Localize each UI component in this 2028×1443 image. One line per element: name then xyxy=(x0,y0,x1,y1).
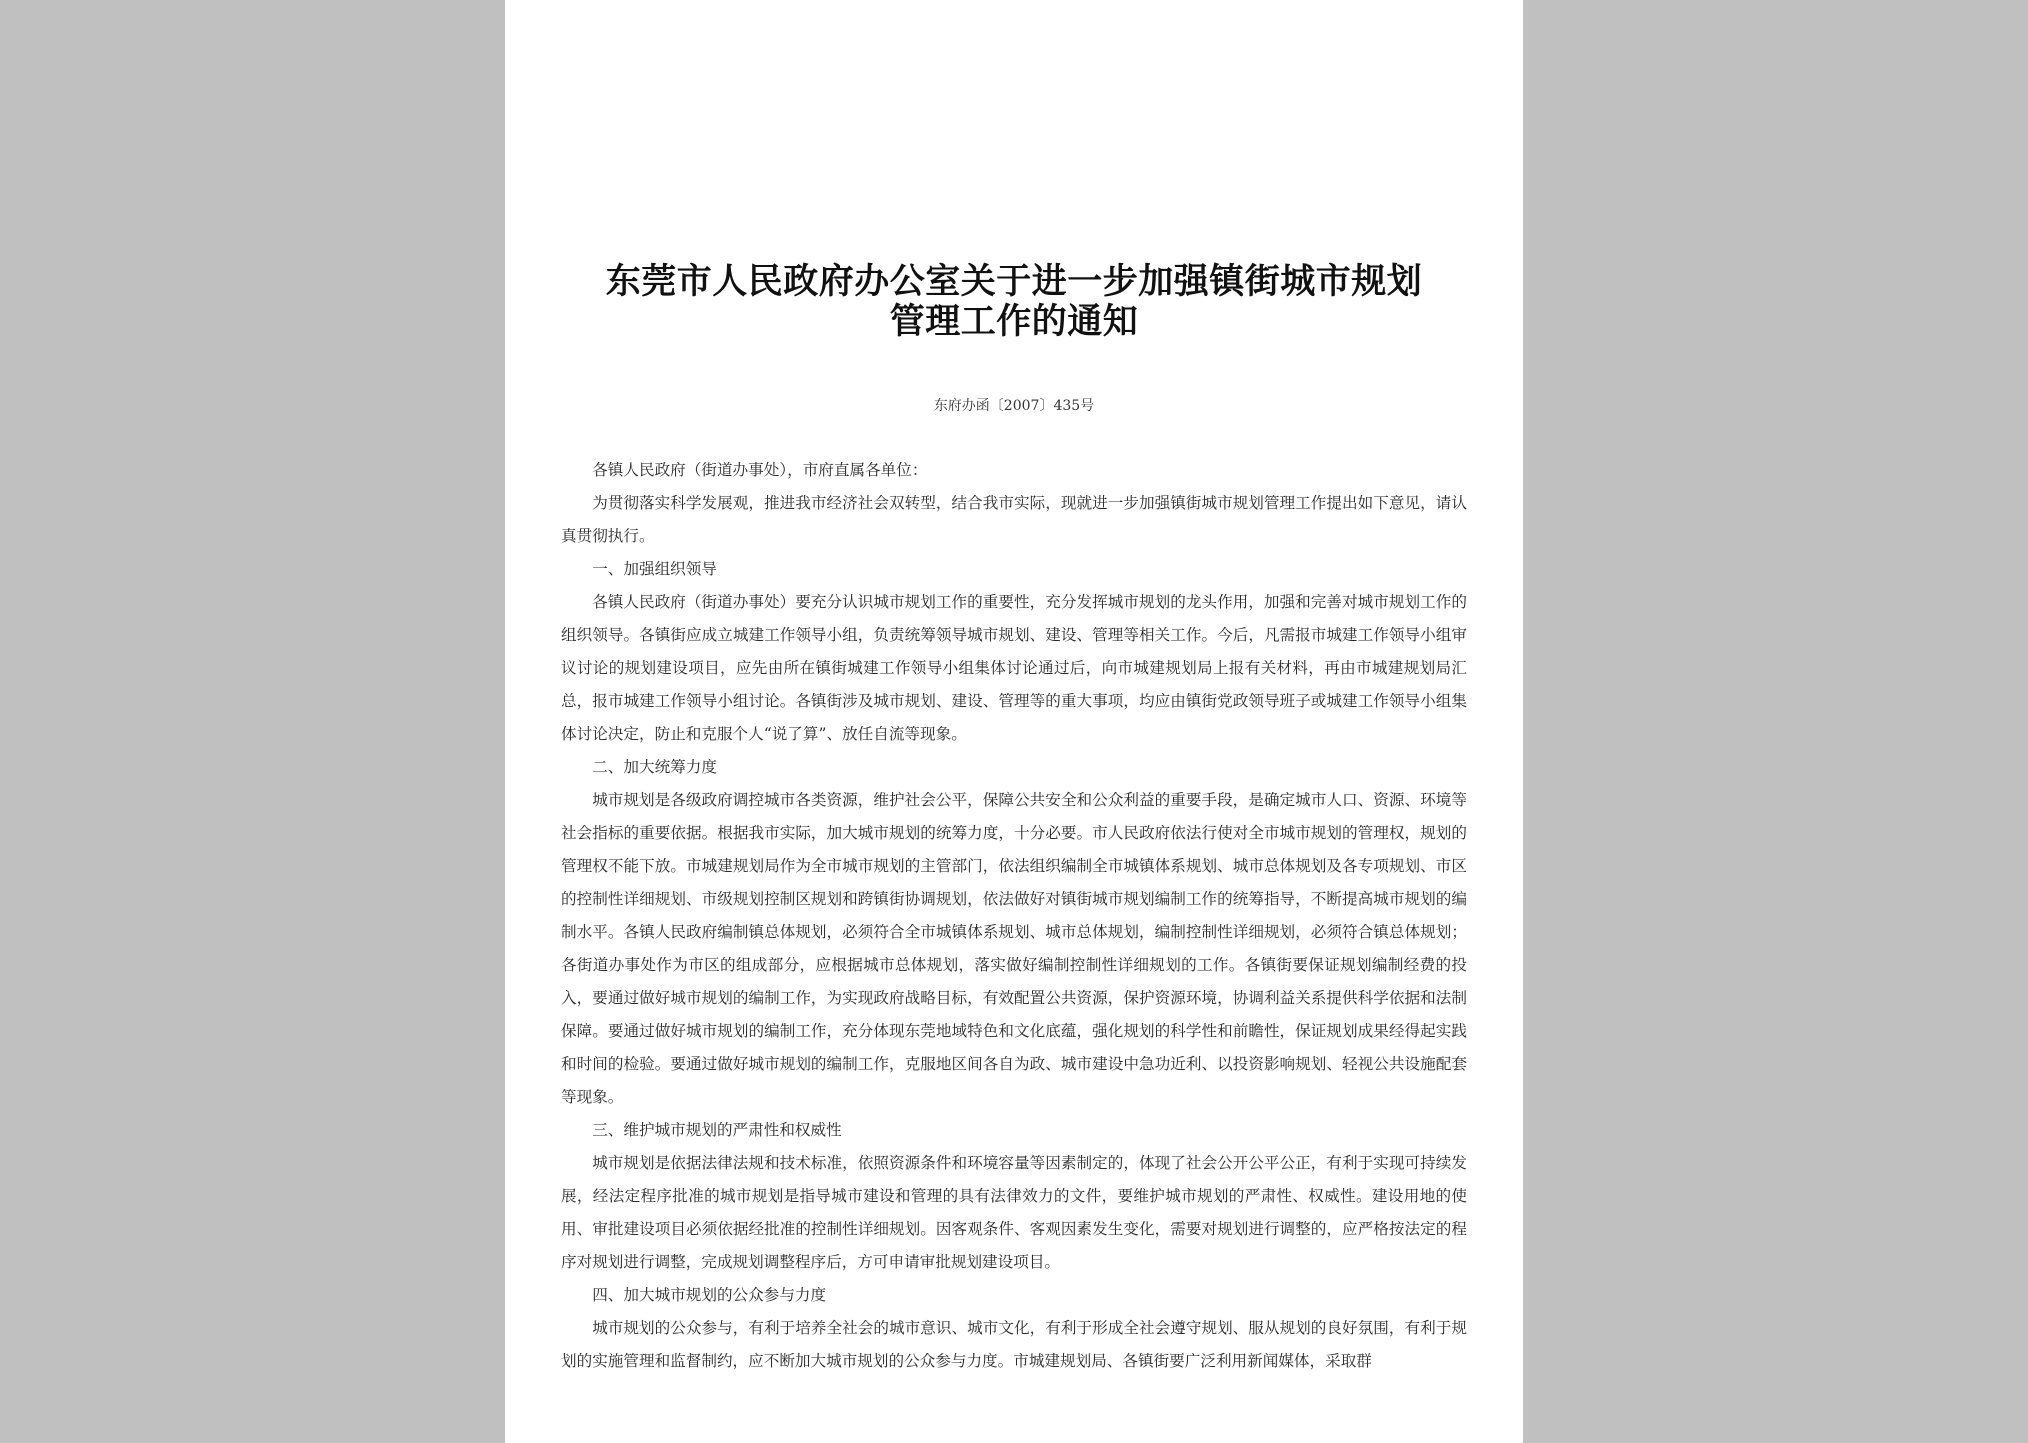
title-line-2: 管理工作的通知 xyxy=(889,301,1139,342)
document-page xyxy=(505,0,1523,1443)
document-title xyxy=(561,262,1467,342)
intro-paragraph: 为贯彻落实科学发展观，推进我市经济社会双转型，结合我市实际，现就进一步加强镇街城市规划管理工作提出如下意见，请认真贯彻执行。 xyxy=(561,494,1467,545)
section-1-paragraph: 各镇人民政府（街道办事处）要充分认识城市规划工作的重要性，充分发挥城市规划的龙头作用，加强和完善对城市规划工作的组织领导。各镇街应成立城建工作领导小组，负责统筹领导城市规划、建设、管理等相关工作。今后，凡需报市城建工作领导小组审议讨论的规划建设项目，应先由所在镇街城建工作领导小组集体讨论通过后，向市城建规划局上报有关材料，再由市城建规划局汇总，报市城建工作领导小组讨论。各镇街涉及城市规划、建设、管理等的重大事项，均应由镇街党政领导班子或城建工作领导小组集体讨论决定，防止和克服个人“说了算”、放任自流等现象。 xyxy=(561,593,1467,743)
section-2-paragraph: 城市规划是各级政府调控城市各类资源，维护社会公平，保障公共安全和公众利益的重要手段，是确定城市人口、资源、环境等社会指标的重要依据。根据我市实际，加大城市规划的统筹力度，十分必要。市人民政府依法行使对全市城市规划的管理权，规划的管理权不能下放。市城建规划局作为全市城市规划的主管部门，依法组织编制全市城镇体系规划、城市总体规划及各专项规划、市区的控制性详细规划、市级规划控制区规划和跨镇街协调规划，依法做好对镇街城市规划编制工作的统筹指导，不断提高城市规划的编制水平。各镇人民政府编制镇总体规划，必须符合全市城镇体系规划、城市总体规划，编制控制性详细规划，必须符合镇总体规划；各街道办事处作为市区的组成部分，应根据城市总体规划，落实做好编制控制性详细规划的工作。各镇街要保证规划编制经费的投入，要通过做好城市规划的编制工作，为实现政府战略目标，有效配置公共资源，保护资源环境，协调利益关系提供科学依据和法制保障。要通过做好城市规划的编制工作，充分体现东莞地域特色和文化底蕴，强化规划的科学性和前瞻性，保证规划成果经得起实践和时间的检验。要通过做好城市规划的编制工作，克服地区间各自为政、城市建设中急功近利、以投资影响规划、轻视公共设施配套等现象。 xyxy=(561,791,1467,1106)
section-4-heading: 四、加大城市规划的公众参与力度 xyxy=(592,1286,827,1304)
section-1-heading: 一、加强组织领导 xyxy=(592,560,717,578)
salutation: 各镇人民政府（街道办事处），市府直属各单位： xyxy=(592,461,928,479)
section-3-heading: 三、维护城市规划的严肃性和权威性 xyxy=(592,1121,842,1139)
document-number: 东府办函〔2007〕435号 xyxy=(933,398,1095,414)
section-4-paragraph: 城市规划的公众参与，有利于培养全社会的城市意识、城市文化，有利于形成全社会遵守规划、服从规划的良好氛围，有利于规划的实施管理和监督制约，应不断加大城市规划的公众参与力度。市城建规划局、各镇街要广泛利用新闻媒体，采取群 xyxy=(561,1319,1467,1370)
title-line-1: 东莞市人民政府办公室关于进一步加强镇街城市规划 xyxy=(605,261,1423,302)
section-3-paragraph: 城市规划是依据法律法规和技术标准，依照资源条件和环境容量等因素制定的，体现了社会公开公平公正，有利于实现可持续发展，经法定程序批准的城市规划是指导城市建设和管理的具有法律效力的文件，要维护城市规划的严肃性、权威性。建设用地的使用、审批建设项目必须依据经批准的控制性详细规划。因客观条件、客观因素发生变化，需要对规划进行调整的，应严格按法定的程序对规划进行调整，完成规划调整程序后，方可申请审批规划建设项目。 xyxy=(561,1154,1467,1271)
section-2-heading: 二、加大统筹力度 xyxy=(592,758,717,776)
document-body xyxy=(561,454,1467,1378)
